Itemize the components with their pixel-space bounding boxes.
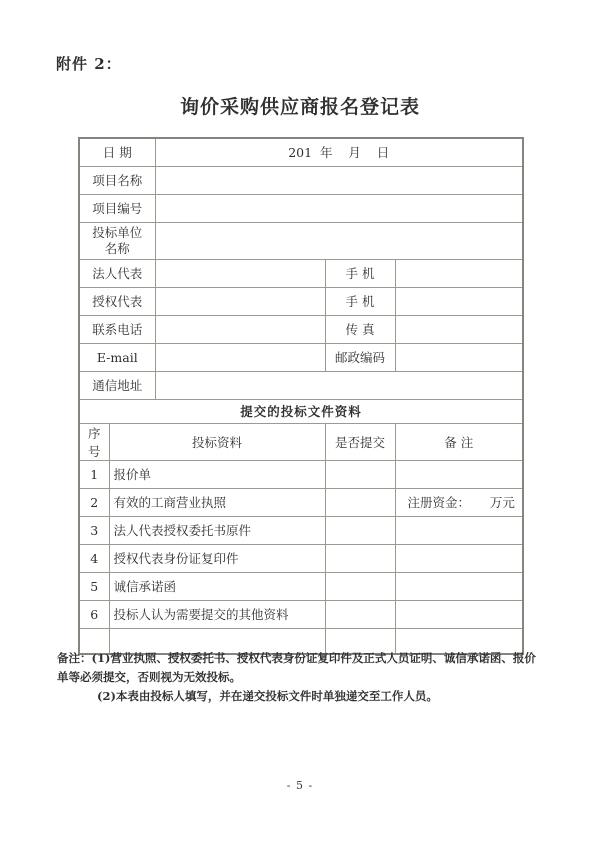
row-submitted-cell [325,544,395,572]
postcode-value-cell [395,343,523,371]
table-row-legal-rep [79,259,523,287]
footnote-1: 备注：(1)营业执照、授权委托书、授权代表身份证复印件及正式人员证明、诚信承诺函、报价单等必须提交，否则视为无效投标。 [57,651,536,684]
table-row-bidder-name [79,222,523,259]
attachment-label: 附件 2： [56,55,122,73]
row-item: 法人代表授权委托书原件 [109,516,325,544]
auth-rep-phone-label: 手 机 [325,287,395,315]
row-submitted-cell [325,600,395,628]
contact-tel-label: 联系电话 [79,315,155,343]
address-value-cell [155,371,523,399]
fax-label: 传 真 [325,315,395,343]
table-row [79,488,523,516]
table-row-date [79,138,523,166]
row-submitted-cell [325,488,395,516]
row-item: 报价单 [109,460,325,488]
row-no: 2 [79,488,109,516]
row-no: 6 [79,600,109,628]
col-header-remark: 备 注 [395,423,523,460]
row-no: 5 [79,572,109,600]
table-row [79,600,523,628]
table-row-contact-tel [79,315,523,343]
legal-rep-phone-label: 手 机 [325,259,395,287]
row-remark-cell: 注册资金： 万元 [395,488,523,516]
row-submitted-cell [325,516,395,544]
row-submitted-cell [325,460,395,488]
date-value-cell: 201 年 月 日 [155,138,523,166]
bidder-name-value-cell [155,222,523,259]
auth-rep-phone-value-cell [395,287,523,315]
email-label: E-mail [79,343,155,371]
row-item: 诚信承诺函 [109,572,325,600]
table-row-address [79,371,523,399]
row-remark-cell [395,544,523,572]
table-row-project-no [79,194,523,222]
row-item: 有效的工商营业执照 [109,488,325,516]
contact-tel-value-cell [155,315,325,343]
registration-table [78,137,524,655]
email-value-cell [155,343,325,371]
project-name-label: 项目名称 [79,166,155,194]
table-row-column-headers [79,423,523,460]
row-submitted-cell [325,572,395,600]
footnotes [57,649,547,706]
bidder-name-label [79,222,155,259]
table-row [79,544,523,572]
bidder-name-label-line2: 名称 [104,240,130,256]
table-row-email [79,343,523,371]
col-header-submitted: 是否提交 [325,423,395,460]
date-label: 日 期 [79,138,155,166]
postcode-label: 邮政编码 [325,343,395,371]
row-item: 授权代表身份证复印件 [109,544,325,572]
table-row [79,516,523,544]
page-title: 询价采购供应商报名登记表 [179,96,420,118]
address-label: 通信地址 [79,371,155,399]
row-remark-cell [395,460,523,488]
auth-rep-value-cell [155,287,325,315]
project-name-value-cell [155,166,523,194]
col-header-item: 投标资料 [109,423,325,460]
row-remark-cell [395,516,523,544]
row-item: 投标人认为需要提交的其他资料 [109,600,325,628]
row-no: 1 [79,460,109,488]
table-row-section-header [79,399,523,423]
legal-rep-phone-value-cell [395,259,523,287]
section-header: 提交的投标文件资料 [79,399,523,423]
row-remark-cell [395,572,523,600]
table-row [79,572,523,600]
legal-rep-label: 法人代表 [79,259,155,287]
bidder-name-label-line1: 投标单位 [92,224,143,240]
legal-rep-value-cell [155,259,325,287]
fax-value-cell [395,315,523,343]
page-number: - 5 - [286,779,314,792]
table-row [79,460,523,488]
row-no: 3 [79,516,109,544]
auth-rep-label: 授权代表 [79,287,155,315]
table-row-auth-rep [79,287,523,315]
row-remark-cell [395,600,523,628]
row-no: 4 [79,544,109,572]
project-no-label: 项目编号 [79,194,155,222]
table-row-project-name [79,166,523,194]
footnote-2: (2)本表由投标人填写，并在递交投标文件时单独递交至工作人员。 [97,689,438,703]
project-no-value-cell [155,194,523,222]
col-header-no: 序号 [79,423,109,460]
